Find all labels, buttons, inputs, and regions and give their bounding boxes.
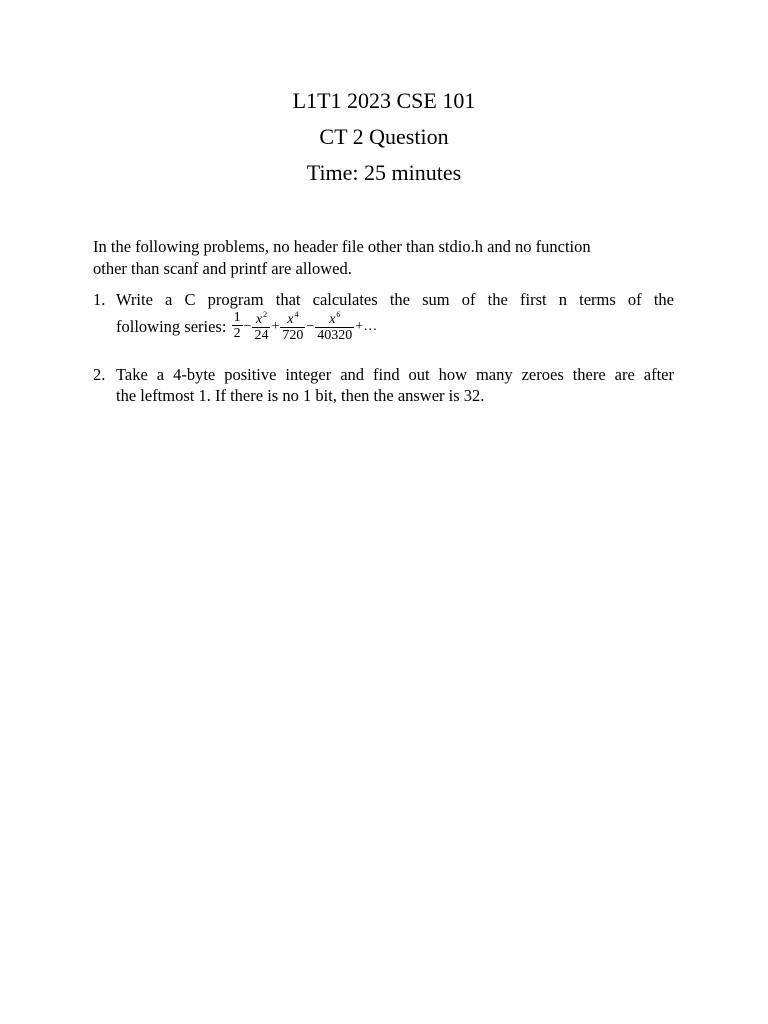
question-line-2 [116, 310, 674, 346]
term-numerator [252, 308, 270, 328]
instructions [93, 236, 653, 280]
series-term-4 [315, 308, 354, 344]
instructions-line-1: In the following problems, no header file other than stdio.h and no function [93, 237, 591, 256]
question-line-1: Write a C program that calculates the sum of the first n terms of the [116, 290, 674, 309]
term-denominator: 2 [233, 325, 241, 341]
exam-title: CT 2 Question [319, 124, 449, 149]
instructions-line-2: other than scanf and printf are allowed. [93, 259, 352, 278]
term-variable: x [287, 312, 294, 327]
term-variable: x [329, 312, 336, 327]
term-denominator: 24 [254, 328, 269, 343]
term-numerator [280, 308, 305, 328]
series-term-3 [280, 308, 305, 344]
question-number: 1. [93, 290, 106, 309]
question-text [116, 364, 674, 406]
term-variable: x [255, 312, 263, 327]
series-prefix: following series: [116, 316, 227, 336]
term-exponent: 2 [263, 310, 268, 319]
exam-duration: Time: 25 minutes [306, 160, 462, 185]
term-denominator: 720 [282, 328, 304, 343]
term-numerator [315, 308, 354, 328]
question-text [116, 289, 674, 346]
series-term-2 [252, 308, 270, 344]
series-tail: +… [355, 318, 378, 334]
series-operator: + [271, 318, 280, 334]
question-1 [93, 289, 674, 346]
term-exponent: 6 [336, 310, 341, 319]
series-operator: − [243, 318, 252, 334]
term-numerator: 1 [233, 309, 241, 325]
term-denominator: 40320 [317, 328, 353, 343]
question-2 [93, 364, 674, 406]
series-term-1 [232, 311, 243, 342]
term-exponent: 4 [294, 310, 299, 319]
series-formula [231, 308, 378, 344]
question-line-2: the leftmost 1. If there is no 1 bit, then the answer is 32. [116, 386, 485, 405]
series-operator: − [306, 318, 315, 334]
question-line-1: Take a 4-byte positive integer and find out how many zeroes there are after [116, 365, 674, 384]
course-title: L1T1 2023 CSE 101 [292, 88, 476, 113]
question-number: 2. [93, 365, 106, 384]
